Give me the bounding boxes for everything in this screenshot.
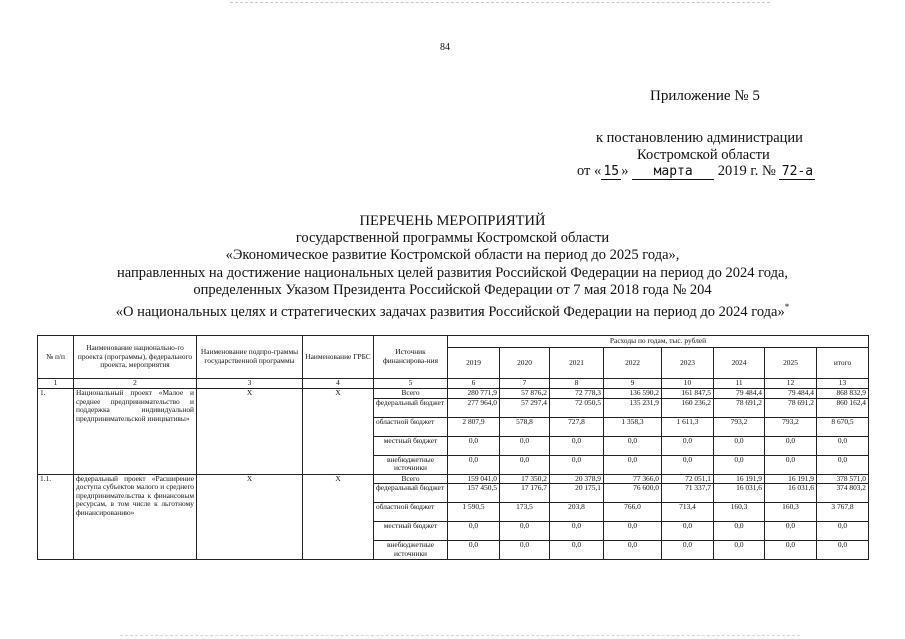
col-number: 11 [714, 379, 765, 389]
value-cell: 17 350,2 [500, 474, 550, 484]
value-cell: 16 031,6 [765, 484, 817, 503]
value-cell: 0,0 [662, 436, 714, 455]
value-cell: 0,0 [765, 541, 817, 560]
value-cell: 0,0 [604, 541, 662, 560]
row-grbs: X [303, 474, 374, 560]
decree-line-2: Костромской области [637, 147, 770, 163]
value-cell: 0,0 [714, 522, 765, 541]
value-cell: 0,0 [604, 522, 662, 541]
value-cell: 160 236,2 [662, 398, 714, 417]
header-year: 2019 [448, 348, 500, 379]
source-cell: Всего [374, 389, 448, 399]
document-title [0, 213, 905, 321]
value-cell: 0,0 [550, 455, 604, 474]
value-cell: 0,0 [714, 436, 765, 455]
footnote-mark: * [784, 302, 790, 313]
decree-line-1: к постановлению администрации [596, 130, 803, 146]
value-cell: 0,0 [500, 436, 550, 455]
value-cell: 0,0 [714, 541, 765, 560]
decree-mid: » [621, 163, 629, 179]
source-cell: внебюджетные источники [374, 455, 448, 474]
header-source: Источник финансирова-ния [374, 336, 448, 379]
source-cell: Всего [374, 474, 448, 484]
measures-table-wrap [37, 335, 869, 560]
value-cell: 793,2 [714, 417, 765, 436]
source-cell: внебюджетные источники [374, 541, 448, 560]
source-cell: областной бюджет [374, 503, 448, 522]
value-cell: 17 176,7 [500, 484, 550, 503]
measures-table [37, 335, 869, 560]
col-number: 4 [303, 379, 374, 389]
value-cell: 160,3 [765, 503, 817, 522]
decree-year: 2019 г. № [717, 163, 776, 179]
value-cell: 793,2 [765, 417, 817, 436]
value-cell: 0,0 [662, 455, 714, 474]
value-cell: 713,4 [662, 503, 714, 522]
value-cell: 159 041,0 [448, 474, 500, 484]
col-number: 2 [74, 379, 197, 389]
source-cell: местный бюджет [374, 522, 448, 541]
row-grbs: X [303, 389, 374, 475]
value-cell: 1 611,3 [662, 417, 714, 436]
value-cell: 0,0 [500, 455, 550, 474]
header-year: 2021 [550, 348, 604, 379]
title-line-2: государственной программы Костромской области [295, 230, 610, 247]
header-year: 2023 [662, 348, 714, 379]
value-cell: 20 378,9 [550, 474, 604, 484]
value-cell: 727,8 [550, 417, 604, 436]
value-cell: 0,0 [604, 455, 662, 474]
col-number: 1 [38, 379, 74, 389]
row-num: 1. [38, 389, 74, 475]
value-cell: 136 590,2 [604, 389, 662, 399]
table-row [38, 474, 869, 484]
value-cell: 203,8 [550, 503, 604, 522]
value-cell: 0,0 [550, 541, 604, 560]
value-cell: 79 484,4 [765, 389, 817, 399]
value-cell: 20 175,1 [550, 484, 604, 503]
value-cell: 157 450,5 [448, 484, 500, 503]
value-cell: 0,0 [448, 455, 500, 474]
row-name: Национальный проект «Малое и среднее предпринимательство и поддержка индивидуальной предпринимательской инициативы» [74, 389, 197, 475]
value-cell: 57 297,4 [500, 398, 550, 417]
value-cell: 161 847,5 [662, 389, 714, 399]
header-year: 2022 [604, 348, 662, 379]
header-subprogram: Наименование подпро-граммы государственной программы [197, 336, 303, 379]
value-cell: 173,5 [500, 503, 550, 522]
row-subprogram: X [197, 474, 303, 560]
scan-edge-bottom [120, 635, 800, 636]
appendix-label: Приложение № 5 [650, 88, 760, 104]
value-cell: 0,0 [662, 541, 714, 560]
value-cell: 135 231,9 [604, 398, 662, 417]
value-cell: 0,0 [500, 541, 550, 560]
value-cell: 0,0 [817, 522, 869, 541]
value-cell: 0,0 [765, 522, 817, 541]
header-expenses: Расходы по годам, тыс. рублей [448, 336, 869, 348]
value-cell: 16 191,9 [765, 474, 817, 484]
col-number: 12 [765, 379, 817, 389]
value-cell: 280 771,9 [448, 389, 500, 399]
title-line-3: «Экономическое развитие Костромской области на период до 2025 года», [225, 247, 680, 264]
value-cell: 2 807,9 [448, 417, 500, 436]
source-cell: областной бюджет [374, 417, 448, 436]
col-number: 9 [604, 379, 662, 389]
value-cell: 0,0 [765, 455, 817, 474]
value-cell: 0,0 [765, 436, 817, 455]
value-cell: 0,0 [662, 522, 714, 541]
header-year: 2025 [765, 348, 817, 379]
col-number: 13 [817, 379, 869, 389]
source-cell: федеральный бюджет [374, 484, 448, 503]
value-cell: 374 803,2 [817, 484, 869, 503]
value-cell: 277 964,0 [448, 398, 500, 417]
value-cell: 78 691,2 [714, 398, 765, 417]
decree-date-line [577, 163, 815, 180]
value-cell: 72 050,5 [550, 398, 604, 417]
value-cell: 0,0 [817, 436, 869, 455]
value-cell: 0,0 [604, 436, 662, 455]
header-year: 2020 [500, 348, 550, 379]
decree-day: 15 [601, 164, 621, 180]
scan-edge-top [230, 2, 770, 3]
value-cell: 378 571,0 [817, 474, 869, 484]
value-cell: 57 876,2 [500, 389, 550, 399]
value-cell: 8 670,5 [817, 417, 869, 436]
value-cell: 868 832,9 [817, 389, 869, 399]
value-cell: 0,0 [817, 455, 869, 474]
row-num: 1.1. [38, 474, 74, 560]
title-line-4: направленных на достижение национальных целей развития Российской Федерации на период до 2024 года, [116, 264, 789, 281]
value-cell: 160,3 [714, 503, 765, 522]
value-cell: 0,0 [817, 541, 869, 560]
row-name: федеральный проект «Расширение доступа субъектов малого и среднего предпринимательства к финансовым ресурсам, в том числе к льготному финансированию» [74, 474, 197, 560]
header-name: Наименование национально-го проекта (программы), федерального проекта, мероприятия [74, 336, 197, 379]
table-row [38, 389, 869, 399]
col-number: 3 [197, 379, 303, 389]
value-cell: 0,0 [550, 436, 604, 455]
row-subprogram: X [197, 389, 303, 475]
col-number: 5 [374, 379, 448, 389]
col-number: 8 [550, 379, 604, 389]
col-number: 7 [500, 379, 550, 389]
decree-month: марта [632, 164, 714, 180]
header-year: 2024 [714, 348, 765, 379]
value-cell: 3 767,8 [817, 503, 869, 522]
header-num: № п/п [38, 336, 74, 379]
value-cell: 0,0 [448, 541, 500, 560]
value-cell: 79 484,4 [714, 389, 765, 399]
value-cell: 0,0 [448, 436, 500, 455]
header-total: итого [817, 348, 869, 379]
col-number: 10 [662, 379, 714, 389]
title-line-5: определенных Указом Президента Российской Федерации от 7 мая 2018 года № 204 [193, 281, 712, 298]
value-cell: 71 337,7 [662, 484, 714, 503]
value-cell: 766,0 [604, 503, 662, 522]
value-cell: 0,0 [714, 455, 765, 474]
title-line-1: ПЕРЕЧЕНЬ МЕРОПРИЯТИЙ [359, 213, 546, 229]
value-cell: 578,8 [500, 417, 550, 436]
header-grbs: Наименование ГРБС [303, 336, 374, 379]
value-cell: 1 358,3 [604, 417, 662, 436]
source-cell: федеральный бюджет [374, 398, 448, 417]
value-cell: 1 590,5 [448, 503, 500, 522]
page-number: 84 [440, 42, 450, 53]
decree-number: 72-а [779, 164, 815, 180]
value-cell: 0,0 [500, 522, 550, 541]
decree-prefix: от « [577, 163, 602, 179]
value-cell: 77 366,0 [604, 474, 662, 484]
source-cell: местный бюджет [374, 436, 448, 455]
value-cell: 860 162,4 [817, 398, 869, 417]
value-cell: 72 051,1 [662, 474, 714, 484]
value-cell: 76 600,0 [604, 484, 662, 503]
col-number: 6 [448, 379, 500, 389]
value-cell: 72 778,3 [550, 389, 604, 399]
value-cell: 78 691,2 [765, 398, 817, 417]
title-line-6: «О национальных целях и стратегических задачах развития Российской Федерации на период до 2024 года»* [115, 302, 790, 320]
value-cell: 0,0 [448, 522, 500, 541]
value-cell: 0,0 [550, 522, 604, 541]
value-cell: 16 031,6 [714, 484, 765, 503]
value-cell: 16 191,9 [714, 474, 765, 484]
